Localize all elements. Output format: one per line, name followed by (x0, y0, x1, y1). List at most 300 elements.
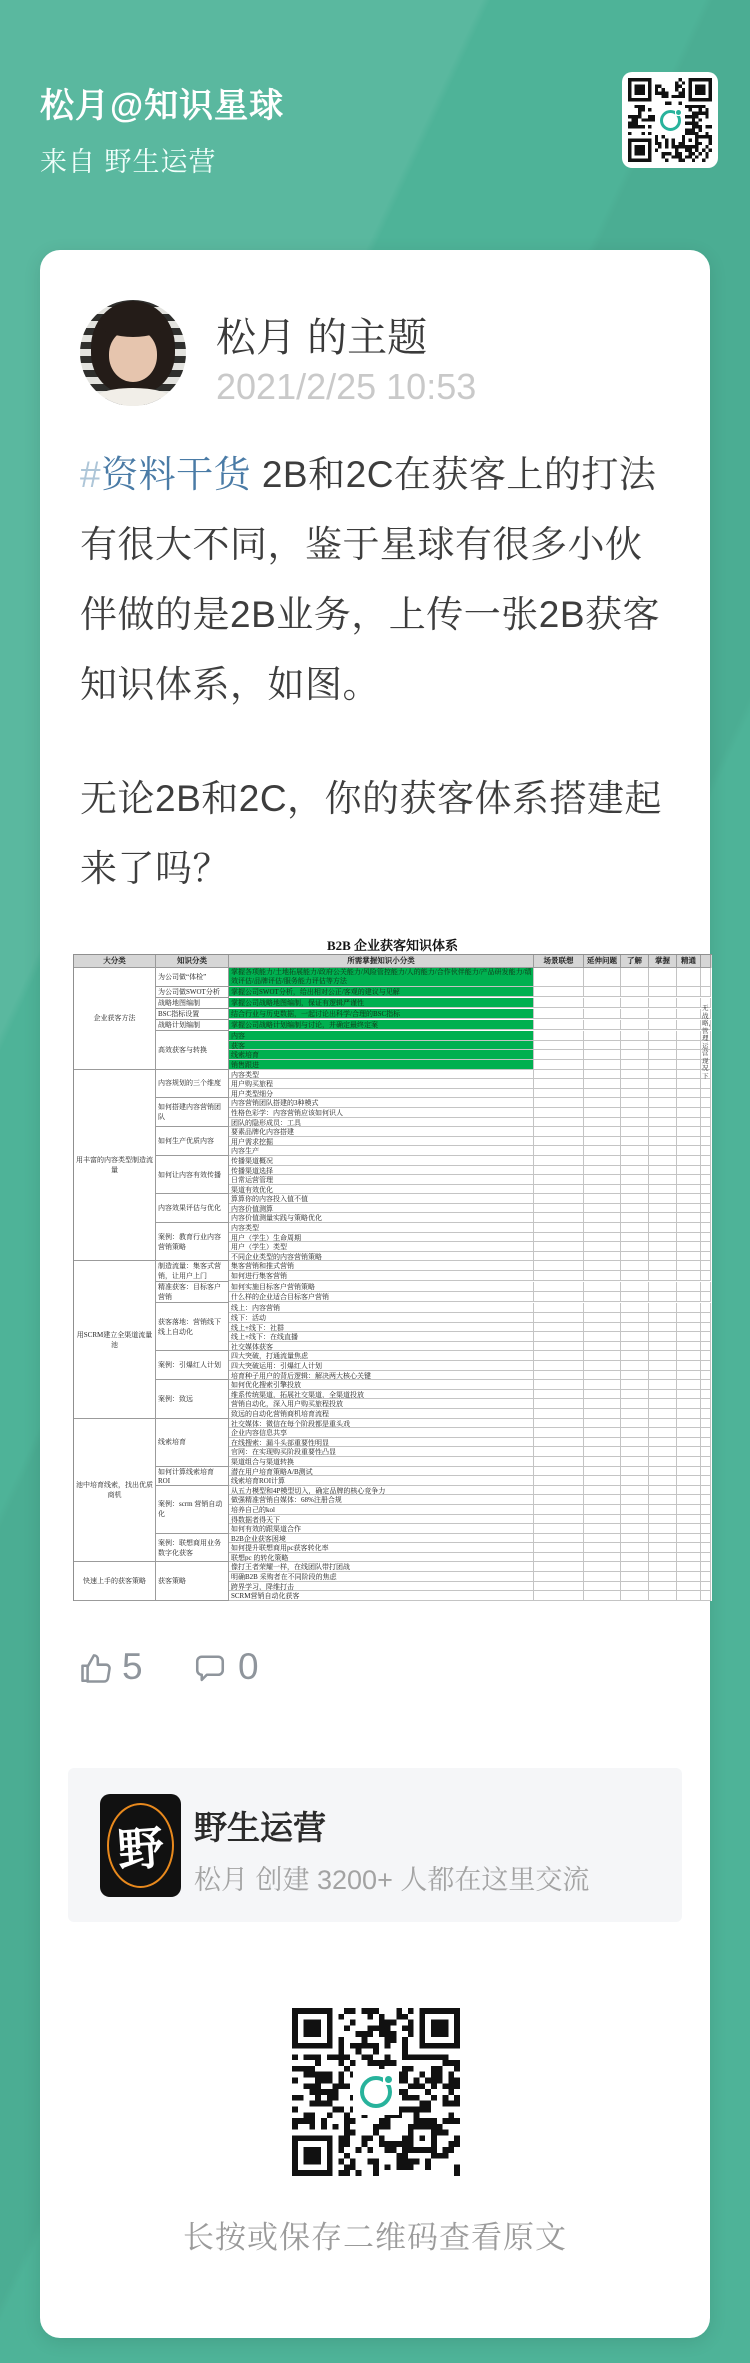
table-cell-empty (584, 1242, 621, 1252)
table-cell-empty (584, 1079, 621, 1089)
table-cell-empty (621, 1572, 649, 1582)
table-cell-empty (534, 1261, 584, 1271)
post-date: 2021/2/25 10:53 (216, 366, 477, 407)
table-cell-empty (677, 1271, 701, 1281)
table-cell-empty (584, 1332, 621, 1342)
table-cell-empty (701, 1371, 711, 1381)
table-cell-empty (677, 1204, 701, 1214)
table-cell-empty (701, 1476, 711, 1486)
table-cell-empty (701, 1467, 711, 1477)
table-cell-empty (677, 1591, 701, 1601)
table-cell-empty (649, 1399, 677, 1409)
table-cell: 内容类型 (229, 1223, 534, 1233)
share-header-source: 来自 野生运营 (40, 147, 217, 177)
table-cell-empty (534, 1371, 584, 1381)
table-cell-empty (677, 1572, 701, 1582)
table-cell-empty (584, 1438, 621, 1448)
table-cell-empty (701, 1438, 711, 1448)
table-cell-empty (701, 1361, 711, 1371)
table-cell: 性格色彩学：内容营销应该如何识人 (229, 1108, 534, 1118)
table-cell-empty (534, 1194, 584, 1204)
table-cell-empty (701, 1380, 711, 1390)
table-cell-empty (534, 1323, 584, 1333)
table-row (229, 1390, 712, 1400)
table-group-row (156, 1127, 712, 1156)
table-group-cell: 制造流量：集客式营销，让用户上门 (156, 1261, 229, 1282)
table-cell-empty (534, 1591, 584, 1601)
table-cell-empty (701, 1098, 711, 1108)
table-cell: 集客营销和推式营销 (229, 1261, 534, 1271)
table-cell-empty (677, 1313, 701, 1323)
table-cell-empty (584, 987, 621, 997)
table-cell-empty (677, 1292, 701, 1302)
table-row (229, 1591, 712, 1601)
table-group-row (156, 1156, 712, 1194)
post-body-1 (80, 440, 678, 720)
table-cell: 致远的自动化营销商机培育流程 (229, 1409, 534, 1419)
table-cell-empty (621, 1137, 649, 1147)
table-group-row (156, 1419, 712, 1467)
table-cell-empty (701, 1428, 711, 1438)
table-cell-empty (584, 1495, 621, 1505)
table-cell-empty (584, 1185, 621, 1195)
table-cell-empty (621, 1553, 649, 1563)
comment-count[interactable]: 0 (238, 1646, 259, 1687)
table-cell-empty (677, 1438, 701, 1448)
table-group-cell: 如何计算线索培育ROI (156, 1467, 229, 1486)
table-cell: 如何进行集客营销 (229, 1271, 534, 1281)
table-cell-empty (701, 1553, 711, 1563)
table-group-row (156, 1031, 712, 1069)
table-cell-empty (621, 1428, 649, 1438)
table-cell-empty (584, 1146, 621, 1156)
table-cell-empty (701, 1447, 711, 1457)
table-cell-empty (534, 1419, 584, 1429)
table-cell-empty (621, 1591, 649, 1601)
table-cell-empty (677, 1194, 701, 1204)
post-card (40, 250, 715, 2338)
table-cell-empty (584, 1390, 621, 1400)
table-cell-empty (677, 1553, 701, 1563)
table-cell: 团队的隐形成员：工具 (229, 1118, 534, 1128)
table-cell-empty (584, 1303, 621, 1313)
table-cell-empty (649, 1313, 677, 1323)
table-cell-empty (621, 1252, 649, 1262)
table-category-cell: 企业获客方法 (74, 968, 156, 1070)
table-cell-empty (677, 998, 701, 1008)
table-cell-empty (649, 1127, 677, 1137)
table-group-row (156, 1303, 712, 1351)
table-row (229, 1185, 712, 1195)
table-cell-empty (677, 1447, 701, 1457)
table-cell: 销售跟进 (229, 1060, 534, 1070)
table-cell-empty (584, 1361, 621, 1371)
table-header-cell (701, 955, 711, 968)
table-cell: 联想pc 的转化策略 (229, 1553, 534, 1563)
table-header-row (74, 955, 712, 968)
table-cell-empty (621, 1457, 649, 1467)
table-cell-empty (621, 1146, 649, 1156)
table-cell-empty (621, 1543, 649, 1553)
table-cell-empty (701, 1166, 711, 1176)
table-cell-empty (649, 1009, 677, 1019)
table-cell-empty (534, 1127, 584, 1137)
table-cell-empty (621, 1390, 649, 1400)
table-cell-empty (649, 1089, 677, 1099)
table-cell-empty (621, 1050, 649, 1060)
table-cell-empty (621, 1323, 649, 1333)
table-cell-empty (649, 987, 677, 997)
table-row (229, 1213, 712, 1223)
table-cell-empty (621, 1419, 649, 1429)
table-cell-empty (649, 1447, 677, 1457)
table-cell-empty (584, 1399, 621, 1409)
table-cell: B2B企业获客困境 (229, 1534, 534, 1544)
table-cell-empty (677, 1098, 701, 1108)
table-cell-empty (621, 1127, 649, 1137)
table-cell-empty (534, 1399, 584, 1409)
table-cell-empty (701, 1457, 711, 1467)
engagement-bar (40, 1648, 710, 1688)
table-cell-empty (677, 1361, 701, 1371)
table-cell-empty (649, 1428, 677, 1438)
table-row (229, 1050, 712, 1060)
table-section (74, 968, 712, 1070)
table-cell-empty (677, 1070, 701, 1080)
table-header-cell: 知识分类 (156, 955, 229, 968)
table-group-cell: 精准获客：目标客户营销 (156, 1282, 229, 1303)
table-group-cell: 战略计划编制 (156, 1020, 229, 1031)
table-cell-empty (534, 1292, 584, 1302)
table-cell-empty (701, 1486, 711, 1496)
table-cell-empty (677, 1079, 701, 1089)
table-cell-empty (677, 1060, 701, 1070)
table-cell-empty (649, 1242, 677, 1252)
table-row (229, 1282, 712, 1292)
table-cell-empty (621, 1079, 649, 1089)
table-category-cell: 用丰富的内容类型制造流量 (74, 1070, 156, 1262)
table-cell-empty (677, 1185, 701, 1195)
table-cell-empty (621, 1534, 649, 1544)
table-cell-empty (584, 1137, 621, 1147)
table-group-cell: 获客落地：营销线下线上自动化 (156, 1303, 229, 1351)
table-cell-empty (621, 1098, 649, 1108)
header-qr-code (622, 72, 718, 168)
table-cell: 线下：活动 (229, 1313, 534, 1323)
table-cell-empty (584, 1175, 621, 1185)
table-cell-empty (649, 1457, 677, 1467)
table-cell-empty (677, 1020, 701, 1030)
table-cell-empty (621, 1313, 649, 1323)
share-header-title: 松月@知识星球 (40, 87, 285, 125)
table-cell-empty (649, 968, 677, 987)
table-cell-empty (701, 1515, 711, 1525)
table-row (229, 1041, 712, 1051)
table-cell-empty (677, 1428, 701, 1438)
table-side-note: 无战略，管理运营现况下 (702, 1005, 715, 1080)
table-row (229, 1447, 712, 1457)
table-cell-empty (584, 1543, 621, 1553)
table-cell-empty (677, 1175, 701, 1185)
table-cell-empty (649, 1371, 677, 1381)
table-cell-empty (584, 1486, 621, 1496)
table-row (229, 1271, 712, 1281)
table-group-cell: 为公司做“体检” (156, 968, 229, 987)
table-row (229, 1438, 712, 1448)
table-row (229, 1127, 712, 1137)
table-cell: 从五力模型和4P模型切入，确定品牌的核心竞争力 (229, 1486, 534, 1496)
table-cell-empty (649, 1118, 677, 1128)
table-cell-empty (621, 1447, 649, 1457)
table-cell-empty (677, 1582, 701, 1592)
table-cell-empty (621, 1582, 649, 1592)
table-cell-empty (534, 1050, 584, 1060)
table-row (229, 1486, 712, 1496)
planet-avatar (100, 1794, 181, 1897)
table-group-cell: 案例：教育行业内容营销策略 (156, 1223, 229, 1261)
table-cell-empty (584, 1342, 621, 1352)
table-cell: 线索培育 (229, 1050, 534, 1060)
table-row (229, 1292, 712, 1302)
table-cell-empty (534, 1156, 584, 1166)
table-cell-empty (621, 1108, 649, 1118)
table-cell-empty (584, 1371, 621, 1381)
table-cell: 用户类型细分 (229, 1089, 534, 1099)
table-cell-empty (649, 1303, 677, 1313)
table-cell-empty (584, 1313, 621, 1323)
table-cell: 内容 (229, 1031, 534, 1041)
table-cell-empty (584, 1271, 621, 1281)
table-cell: 结合行业与历史数据，一起讨论出科学/合理的BSC指标 (229, 1009, 534, 1019)
table-cell-empty (649, 1361, 677, 1371)
planet-name: 野生运营 (194, 1809, 326, 1846)
table-cell-empty (621, 1031, 649, 1041)
table-cell-empty (677, 1390, 701, 1400)
table-row (229, 1342, 712, 1352)
table-cell-empty (621, 1282, 649, 1292)
table-cell-empty (534, 1070, 584, 1080)
table-cell: 社交媒体：微信在每个阶段都是重头戏 (229, 1419, 534, 1429)
qr-caption: 长按或保存二维码查看原文 (183, 2220, 567, 2255)
table-cell-empty (584, 1261, 621, 1271)
table-cell-empty (584, 1213, 621, 1223)
table-cell-empty (649, 1031, 677, 1041)
table-group-row (156, 1351, 712, 1380)
table-cell-empty (534, 1409, 584, 1419)
table-group-row (156, 1009, 712, 1020)
table-cell-empty (621, 1438, 649, 1448)
table-cell-empty (649, 1261, 677, 1271)
table-cell-empty (649, 1252, 677, 1262)
table-row (229, 1070, 712, 1080)
table-cell-empty (649, 1223, 677, 1233)
table-cell-empty (677, 1156, 701, 1166)
table-cell-empty (701, 1108, 711, 1118)
table-cell-empty (677, 1127, 701, 1137)
table-cell: 传播渠道选择 (229, 1166, 534, 1176)
table-cell: 渠道组合与渠道转换 (229, 1457, 534, 1467)
table-row (229, 1098, 712, 1108)
table-cell-empty (677, 987, 701, 997)
table-section (74, 1562, 712, 1600)
table-group-cell: 高效获客与转换 (156, 1031, 229, 1069)
thumbs-up-icon[interactable] (78, 1650, 114, 1686)
table-row (229, 1313, 712, 1323)
table-cell-empty (649, 1070, 677, 1080)
table-cell-empty (701, 1495, 711, 1505)
table-cell: 线上+线下：社群 (229, 1323, 534, 1333)
table-cell-empty (649, 1534, 677, 1544)
table-cell-empty (534, 1031, 584, 1041)
table-cell-empty (701, 1261, 711, 1271)
table-group-cell: 如何搭建内容营销团队 (156, 1098, 229, 1127)
table-cell-empty (621, 987, 649, 997)
table-category-cell: 快速上手的获客策略 (74, 1562, 156, 1600)
table-cell-empty (621, 1156, 649, 1166)
table-cell-empty (649, 1271, 677, 1281)
table-cell-empty (534, 1118, 584, 1128)
table-cell-empty (584, 1127, 621, 1137)
table-cell-empty (584, 1089, 621, 1099)
table-group-row (156, 1486, 712, 1534)
table-cell-empty (534, 1303, 584, 1313)
table-cell: 内容营销团队搭建的3种模式 (229, 1098, 534, 1108)
table-cell-empty (701, 1303, 711, 1313)
table-cell-empty (649, 1175, 677, 1185)
table-group-row (156, 1020, 712, 1031)
table-group-cell: 内容效果评估与优化 (156, 1194, 229, 1223)
table-group-cell: 战略地图编制 (156, 998, 229, 1009)
table-cell-empty (701, 1242, 711, 1252)
table-cell-empty (677, 1543, 701, 1553)
table-cell-empty (621, 1041, 649, 1051)
table-cell-empty (701, 1342, 711, 1352)
table-cell-empty (534, 1213, 584, 1223)
table-cell-empty (584, 1323, 621, 1333)
table-group-cell: 内容规划的三个维度 (156, 1070, 229, 1099)
table-cell-empty (621, 1118, 649, 1128)
table-header-cell: 延伸问题 (584, 955, 621, 968)
table-cell-empty (621, 1242, 649, 1252)
table-cell-empty (584, 1050, 621, 1060)
table-row (229, 1332, 712, 1342)
comment-icon[interactable] (192, 1650, 228, 1686)
table-cell-empty (677, 1467, 701, 1477)
table-cell-empty (649, 1194, 677, 1204)
table-cell-empty (677, 1495, 701, 1505)
table-cell-empty (621, 1271, 649, 1281)
table-cell-empty (534, 1166, 584, 1176)
table-grid (73, 954, 715, 1601)
table-row (229, 1223, 712, 1233)
table-row (229, 1242, 712, 1252)
table-cell-empty (621, 1261, 649, 1271)
table-row (229, 1089, 712, 1099)
table-cell: 社交媒体获客 (229, 1342, 534, 1352)
table-cell-empty (701, 1194, 711, 1204)
table-cell-empty (649, 1515, 677, 1525)
table-cell-empty (534, 1079, 584, 1089)
table-cell-empty (584, 1194, 621, 1204)
table-cell-empty (677, 1031, 701, 1041)
table-cell: 掌握公司SWOT分析，给出相对公正/客观的建议与见解 (229, 987, 534, 997)
table-cell-empty (621, 1213, 649, 1223)
table-row (229, 1380, 712, 1390)
table-cell-empty (584, 1070, 621, 1080)
table-cell-empty (677, 1108, 701, 1118)
table-cell-empty (649, 1079, 677, 1089)
footer-qr-code (292, 2008, 460, 2176)
table-cell: 线上+线下：在线直播 (229, 1332, 534, 1342)
table-cell-empty (621, 1332, 649, 1342)
table-cell-empty (677, 1371, 701, 1381)
table-cell-empty (677, 1118, 701, 1128)
table-cell: 营销自动化，深入用户购买旅程投放 (229, 1399, 534, 1409)
table-cell-empty (621, 1486, 649, 1496)
table-cell-empty (649, 1213, 677, 1223)
table-row (229, 1156, 712, 1166)
table-cell-empty (534, 1041, 584, 1051)
table-cell-empty (701, 1582, 711, 1592)
table-group-cell: 如何生产优质内容 (156, 1127, 229, 1156)
table-cell: 什么样的企业适合目标客户营销 (229, 1292, 534, 1302)
table-group-cell: 案例：引爆红人计划 (156, 1351, 229, 1380)
table-cell: 要素品牌化内容搭建 (229, 1127, 534, 1137)
table-row (229, 1428, 712, 1438)
table-cell-empty (677, 1166, 701, 1176)
table-cell-empty (677, 1282, 701, 1292)
table-cell-empty (534, 1476, 584, 1486)
table-cell-empty (584, 1031, 621, 1041)
table-cell-empty (677, 1342, 701, 1352)
table-row (229, 1495, 712, 1505)
table-group-cell: 线索培育 (156, 1419, 229, 1467)
hashtag-symbol[interactable]: # (80, 454, 102, 495)
table-cell-empty (701, 1079, 711, 1089)
table-cell-empty (649, 1505, 677, 1515)
table-cell-empty (649, 1524, 677, 1534)
avatar[interactable] (80, 300, 186, 406)
table-cell-empty (534, 1380, 584, 1390)
planet-promo-card[interactable] (68, 1768, 682, 1922)
table-cell-empty (677, 1041, 701, 1051)
table-cell-empty (701, 1213, 711, 1223)
table-row (229, 1476, 712, 1486)
table-cell-empty (534, 1060, 584, 1070)
table-cell-empty (584, 1562, 621, 1572)
table-cell-empty (701, 1137, 711, 1147)
table-cell: 如何实施目标客户营销策略 (229, 1282, 534, 1292)
table-row (229, 1361, 712, 1371)
table-cell: 潜在用户培育策略A/B测试 (229, 1467, 534, 1477)
table-cell-empty (649, 1351, 677, 1361)
table-cell-empty (534, 1457, 584, 1467)
table-cell-empty (701, 1292, 711, 1302)
table-row (229, 1562, 712, 1572)
table-cell-empty (534, 1020, 584, 1030)
table-row (229, 1175, 712, 1185)
table-row (229, 1079, 712, 1089)
table-row (229, 1399, 712, 1409)
hashtag-link[interactable]: 资料干货 (101, 454, 252, 495)
table-cell-empty (621, 1060, 649, 1070)
like-count[interactable]: 5 (122, 1646, 143, 1687)
table-cell-empty (621, 1380, 649, 1390)
table-group-row (156, 1282, 712, 1303)
table-cell-empty (649, 1282, 677, 1292)
table-cell-empty (677, 1242, 701, 1252)
table-cell-empty (621, 1233, 649, 1243)
